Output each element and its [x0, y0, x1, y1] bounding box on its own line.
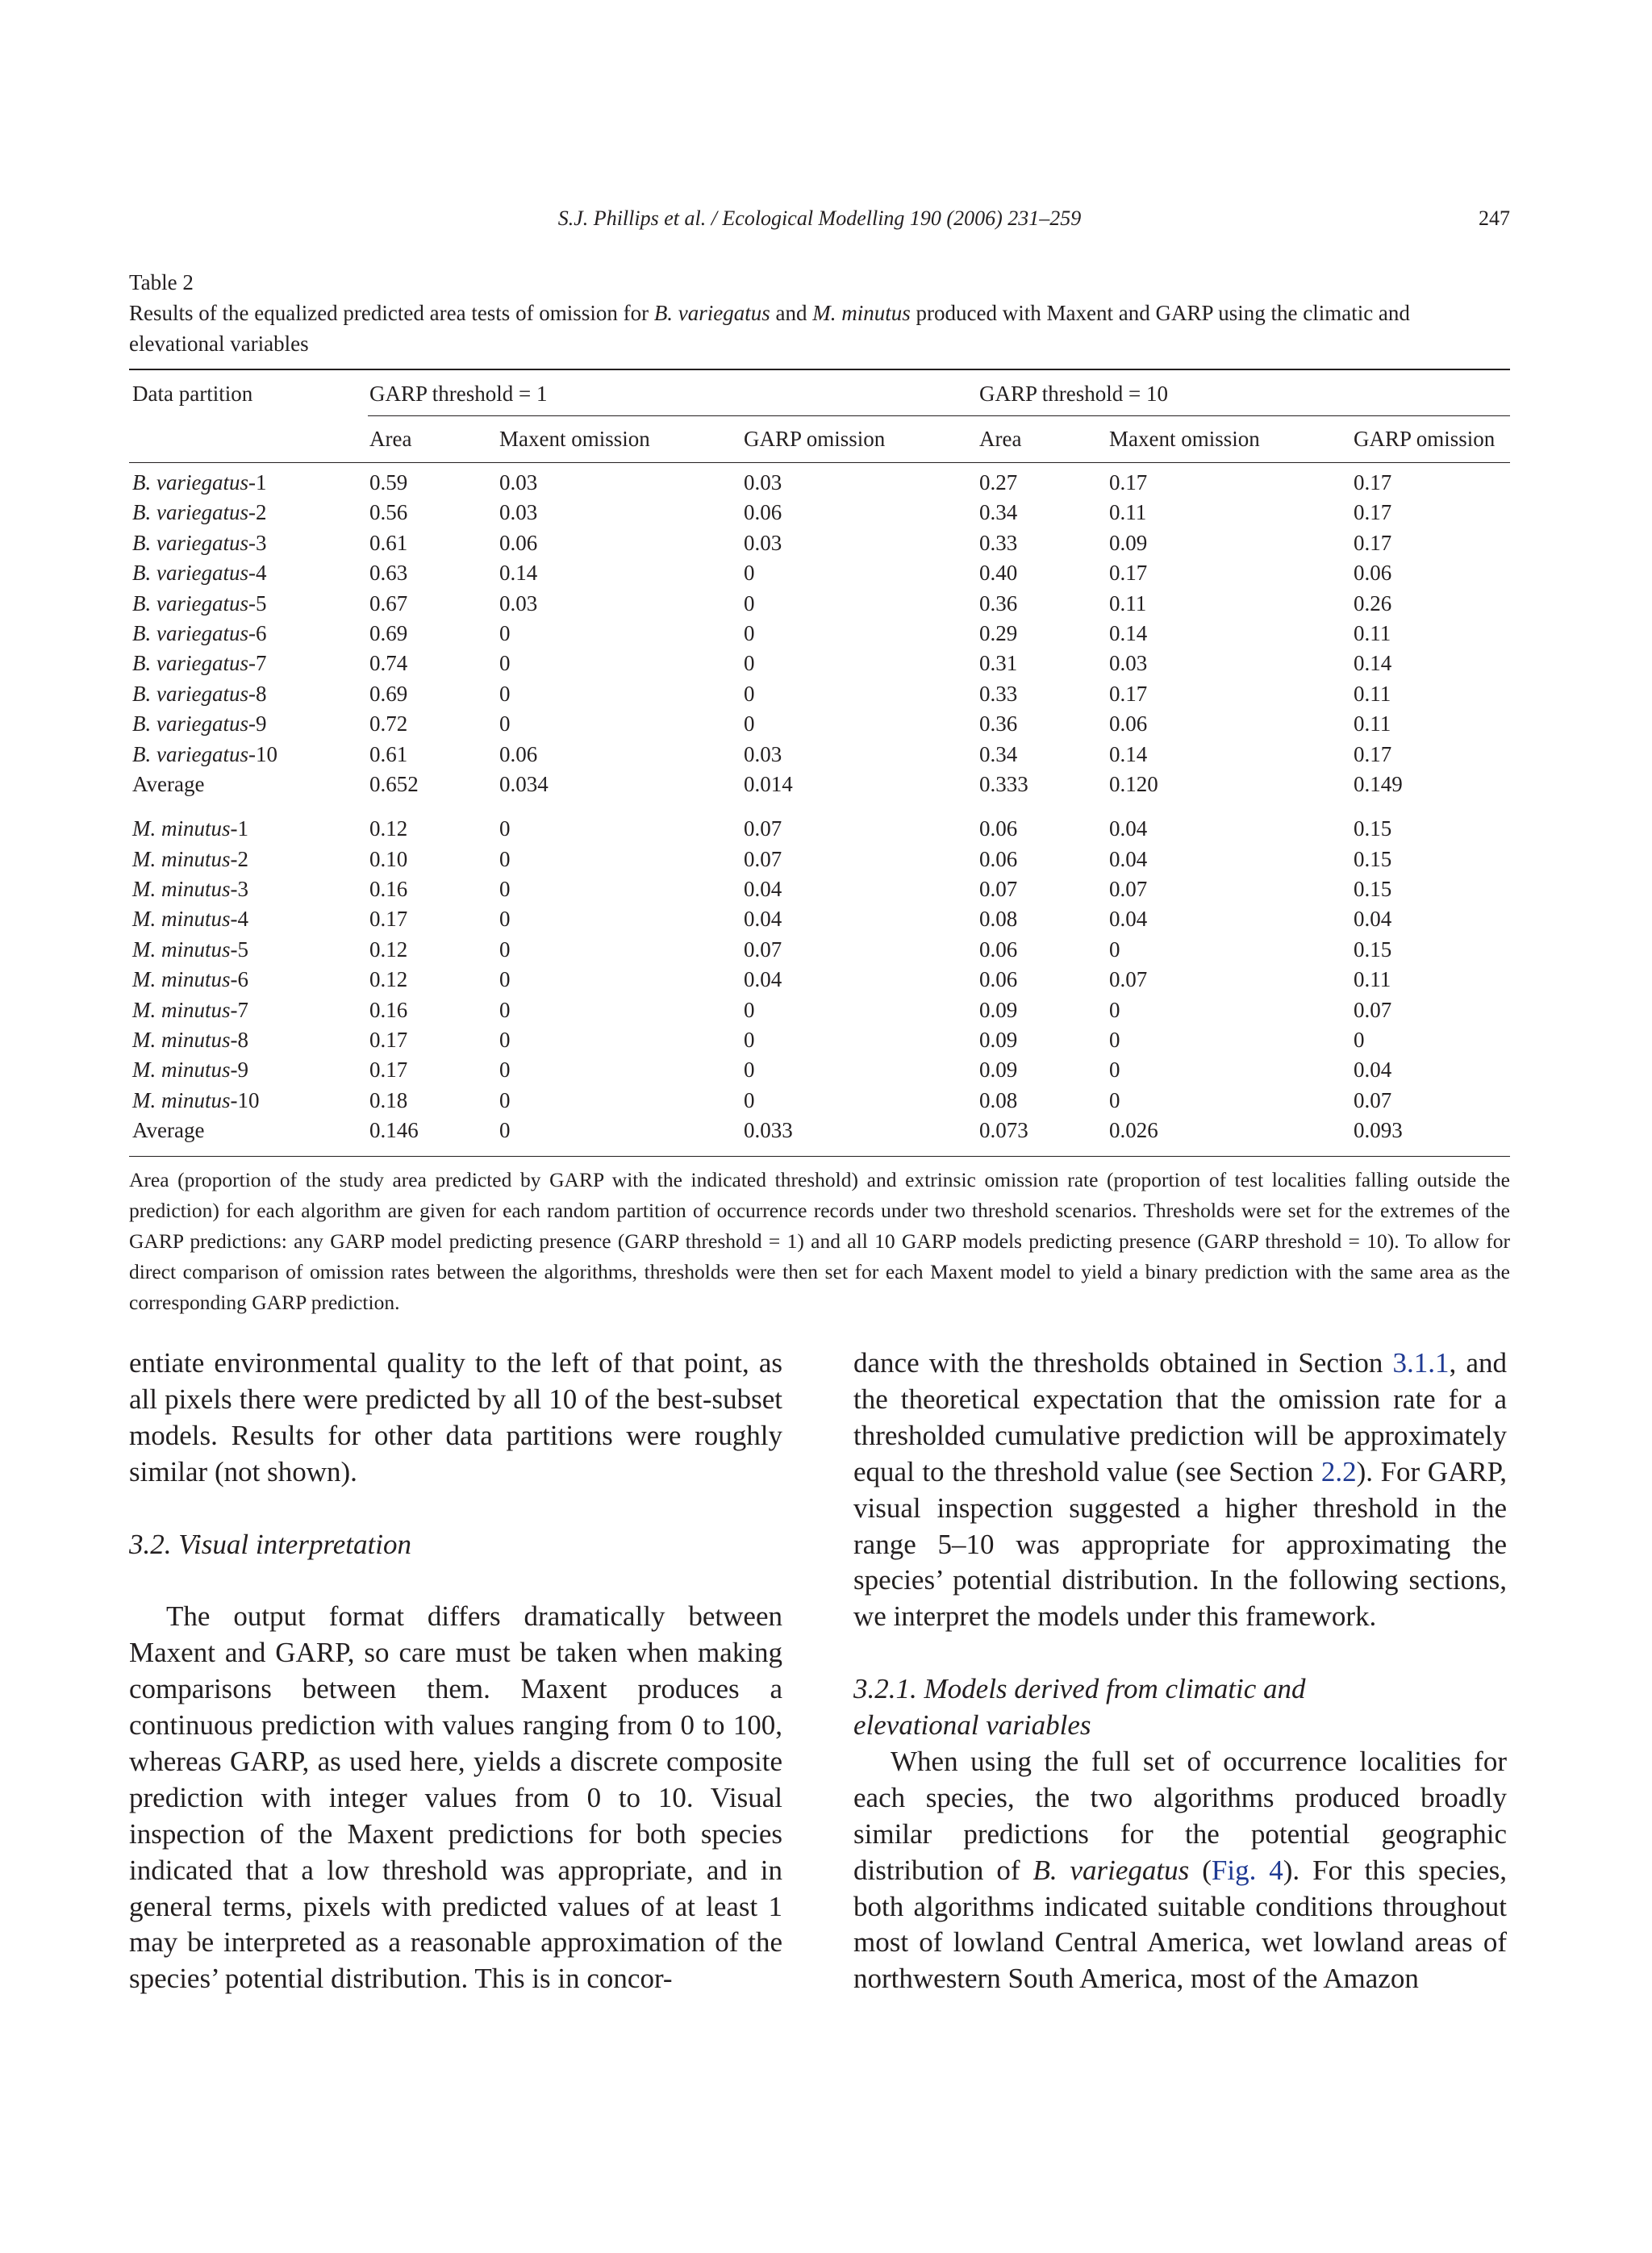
cell-area-t10: 0.29 [979, 620, 1018, 645]
cell-area-t10: 0.073 [979, 1118, 1028, 1143]
cell-data-partition [132, 470, 266, 495]
cell-maxent-omission-t10: 0 [1109, 937, 1120, 962]
paragraph-text: When using the full set of occurrence localities for each species, the two algorithms produced broadly similar predictions for the potential geographic distribution of [853, 1745, 1507, 1886]
species-name: M. minutus [132, 937, 231, 962]
cell-garp-omission-t1: 0 [744, 1058, 755, 1083]
cell-garp-omission-t1: 0.04 [744, 967, 782, 992]
cell-maxent-omission-t1: 0.03 [499, 470, 538, 494]
partition-number: -4 [230, 907, 248, 932]
subsection-heading-line: 3.2.1. Models derived from climatic and [853, 1673, 1306, 1705]
running-head [129, 207, 1510, 239]
cell-garp-omission-t10: 0.15 [1354, 846, 1392, 871]
cell-area-t1: 0.67 [369, 590, 408, 615]
cell-data-partition [132, 591, 266, 616]
cell-maxent-omission-t1: 0 [499, 816, 511, 841]
cell-data-partition: Average [132, 771, 205, 796]
table-body [129, 463, 1510, 1146]
header-maxent-omission: Maxent omission [1109, 427, 1260, 451]
cell-area-t1: 0.146 [369, 1118, 419, 1143]
cell-area-t10: 0.09 [979, 1028, 1018, 1053]
cell-garp-omission-t1: 0 [744, 681, 755, 706]
cell-maxent-omission-t10: 0.14 [1109, 741, 1148, 766]
cell-garp-omission-t10: 0.17 [1354, 470, 1392, 494]
cell-garp-omission-t1: 0 [744, 997, 755, 1022]
cell-maxent-omission-t1: 0.14 [499, 561, 538, 586]
table-row [129, 468, 1510, 498]
cell-garp-omission-t1: 0.03 [744, 530, 782, 555]
figure-link-fig-4[interactable]: Fig. 4 [1211, 1854, 1283, 1886]
cell-maxent-omission-t10: 0 [1109, 1028, 1120, 1053]
paragraph [853, 1346, 1507, 1635]
table-row [129, 589, 1510, 619]
cell-data-partition [132, 998, 248, 1023]
partition-number: -3 [248, 530, 267, 555]
table-row [129, 498, 1510, 528]
cell-maxent-omission-t10: 0.11 [1109, 500, 1147, 525]
cell-garp-omission-t10: 0.15 [1354, 937, 1392, 962]
cell-area-t10: 0.36 [979, 590, 1018, 615]
cell-garp-omission-t10: 0.06 [1354, 561, 1392, 586]
species-name: M. minutus [132, 997, 231, 1022]
cell-data-partition [132, 1028, 248, 1053]
table-header-subcolumns [129, 417, 1510, 462]
table-row [129, 1086, 1510, 1116]
cell-garp-omission-t10: 0.17 [1354, 500, 1392, 525]
cell-garp-omission-t1: 0.03 [744, 470, 782, 494]
header-garp-omission: GARP omission [1354, 427, 1496, 451]
table-row [129, 904, 1510, 934]
group-rule [978, 415, 1510, 416]
cell-garp-omission-t1: 0 [744, 561, 755, 586]
species-name: B. variegatus [132, 470, 248, 494]
table-row [129, 845, 1510, 874]
caption-species-1: B. variegatus [653, 301, 770, 325]
left-column [129, 1346, 782, 1997]
cell-area-t1: 0.10 [369, 846, 408, 871]
group-rule [368, 415, 1031, 416]
cell-maxent-omission-t10: 0.04 [1109, 816, 1148, 841]
cell-garp-omission-t1: 0.06 [744, 500, 782, 525]
species-name: B. variegatus [1032, 1854, 1190, 1886]
table-bottom-rule [129, 1156, 1510, 1157]
paragraph [853, 1744, 1507, 1997]
cell-maxent-omission-t10: 0 [1109, 997, 1120, 1022]
cell-garp-omission-t1: 0.04 [744, 877, 782, 902]
cell-garp-omission-t1: 0 [744, 1087, 755, 1112]
header-garp-omission: GARP omission [744, 427, 886, 451]
cell-garp-omission-t1: 0.033 [744, 1118, 793, 1143]
table-row [129, 965, 1510, 995]
cell-maxent-omission-t10: 0.120 [1109, 771, 1158, 796]
cell-maxent-omission-t10: 0.03 [1109, 651, 1148, 676]
cell-data-partition [132, 742, 277, 767]
right-column [853, 1346, 1507, 1997]
cell-maxent-omission-t1: 0 [499, 1058, 511, 1083]
cell-maxent-omission-t1: 0 [499, 846, 511, 871]
paragraph-text: ( [1189, 1854, 1212, 1886]
partition-number: -6 [248, 620, 267, 645]
cell-maxent-omission-t1: 0 [499, 620, 511, 645]
cell-maxent-omission-t1: 0 [499, 997, 511, 1022]
table-caption [129, 298, 1510, 359]
partition-number: -8 [248, 681, 267, 706]
table-2 [129, 267, 1510, 1318]
cell-maxent-omission-t10: 0.07 [1109, 967, 1148, 992]
cell-garp-omission-t10: 0.07 [1354, 997, 1392, 1022]
paragraph: entiate environmental quality to the left of that point, as all pixels there were predicted by all 10 of the best-subset models. Results for other data partitions were roughly similar (not shown). [129, 1347, 782, 1487]
species-name: B. variegatus [132, 681, 248, 706]
table-footnote: Area (proportion of the study area predicted by GARP with the indicated threshold) and extrinsic omission rate (proportion of test localities falling outside the prediction) for each algorithm are given for each random partition of occurrence records under two threshold scenarios. Thresholds were set for the extremes of the GARP predictions: any GARP model predicting presence (GARP threshold = 1) and all 10 GARP models predicting presence (GARP threshold = 10). To allow for direct comparison of omission rates between the algorithms, thresholds were then set for each Maxent model to yield a binary prediction with the same area as the corresponding GARP prediction. [129, 1167, 1510, 1314]
species-name: B. variegatus [132, 651, 248, 676]
cell-area-t1: 0.74 [369, 651, 408, 676]
cell-maxent-omission-t10: 0 [1109, 1058, 1120, 1083]
cell-maxent-omission-t10: 0.09 [1109, 530, 1148, 555]
cell-garp-omission-t10: 0.26 [1354, 590, 1392, 615]
species-name: M. minutus [132, 816, 231, 841]
cell-area-t1: 0.16 [369, 997, 408, 1022]
cell-area-t1: 0.12 [369, 967, 408, 992]
cell-maxent-omission-t1: 0.034 [499, 771, 549, 796]
cell-data-partition [132, 937, 248, 962]
cell-area-t10: 0.36 [979, 711, 1018, 736]
cell-garp-omission-t1: 0 [744, 1028, 755, 1053]
cell-maxent-omission-t10: 0.17 [1109, 470, 1148, 494]
cell-area-t1: 0.56 [369, 500, 408, 525]
cell-area-t10: 0.31 [979, 651, 1018, 676]
cell-data-partition [132, 651, 266, 676]
section-heading: 3.2. Visual interpretation [129, 1528, 411, 1560]
cell-maxent-omission-t1: 0 [499, 651, 511, 676]
partition-number: -1 [230, 816, 248, 841]
species-name: B. variegatus [132, 500, 248, 525]
section-link-3-1-1[interactable]: 3.1.1 [1392, 1347, 1450, 1379]
partition-number: -9 [248, 711, 267, 736]
species-name: M. minutus [132, 877, 231, 902]
species-name: B. variegatus [132, 711, 248, 736]
cell-area-t10: 0.06 [979, 967, 1018, 992]
partition-number: -8 [230, 1028, 248, 1053]
cell-maxent-omission-t10: 0 [1109, 1087, 1120, 1112]
journal-citation: S.J. Phillips et al. / Ecological Modelling 190 (2006) 231–259 [557, 207, 1082, 230]
cell-garp-omission-t1: 0.014 [744, 771, 793, 796]
cell-data-partition [132, 621, 266, 646]
species-name: M. minutus [132, 846, 231, 871]
table-row-average [129, 1116, 1510, 1145]
cell-area-t10: 0.09 [979, 997, 1018, 1022]
cell-garp-omission-t10: 0.04 [1354, 907, 1392, 932]
partition-number: -1 [248, 470, 267, 494]
partition-number: -2 [248, 500, 267, 525]
cell-garp-omission-t10: 0.15 [1354, 877, 1392, 902]
partition-number: -3 [230, 877, 248, 902]
table-row [129, 1055, 1510, 1085]
cell-area-t10: 0.34 [979, 500, 1018, 525]
table-row [129, 679, 1510, 709]
cell-garp-omission-t10: 0.11 [1354, 711, 1391, 736]
partition-number: -4 [248, 561, 267, 586]
subsection-heading-line: elevational variables [853, 1709, 1091, 1742]
header-data-partition: Data partition [132, 382, 253, 406]
paragraph-text: dance with the thresholds obtained in Section [853, 1347, 1393, 1379]
cell-garp-omission-t10: 0.04 [1354, 1058, 1392, 1083]
cell-garp-omission-t10: 0 [1354, 1028, 1365, 1053]
cell-area-t10: 0.06 [979, 846, 1018, 871]
cell-area-t1: 0.69 [369, 620, 408, 645]
species-name: M. minutus [132, 1058, 231, 1083]
cell-garp-omission-t10: 0.17 [1354, 741, 1392, 766]
partition-number: -2 [230, 846, 248, 871]
table-row [129, 935, 1510, 965]
cell-maxent-omission-t10: 0.11 [1109, 590, 1147, 615]
table-row [129, 709, 1510, 739]
header-area: Area [369, 427, 412, 451]
cell-maxent-omission-t1: 0 [499, 907, 511, 932]
cell-area-t1: 0.16 [369, 877, 408, 902]
cell-area-t1: 0.12 [369, 937, 408, 962]
cell-garp-omission-t10: 0.17 [1354, 530, 1392, 555]
partition-number: -7 [248, 651, 267, 676]
cell-data-partition [132, 907, 248, 932]
partition-number: -5 [248, 590, 267, 615]
cell-data-partition [132, 967, 248, 992]
cell-area-t1: 0.17 [369, 1028, 408, 1053]
table-label: Table 2 [129, 270, 194, 294]
cell-garp-omission-t1: 0.04 [744, 907, 782, 932]
cell-area-t1: 0.59 [369, 470, 408, 494]
cell-data-partition [132, 1088, 260, 1113]
cell-data-partition [132, 500, 266, 525]
species-name: B. variegatus [132, 590, 248, 615]
cell-maxent-omission-t10: 0.14 [1109, 620, 1148, 645]
cell-area-t10: 0.08 [979, 1087, 1018, 1112]
paragraph: The output format differs dramatically between Maxent and GARP, so care must be taken when making comparisons between them. Maxent produces a continuous prediction with values ranging from 0 to 100, whereas GARP, as used here, yields a discrete composite prediction with integer values from 0 to 10. Visual inspection of the Maxent predictions for both species indicated that a low threshold was appropriate, and in general terms, pixels with predicted values of at least 1 may be interpreted as a reasonable approximation of the species’ potential distribution. This is in concor- [129, 1600, 782, 1995]
partition-number: -7 [230, 997, 248, 1022]
cell-maxent-omission-t1: 0.03 [499, 500, 538, 525]
cell-garp-omission-t10: 0.11 [1354, 967, 1391, 992]
cell-data-partition [132, 877, 248, 902]
table-row [129, 740, 1510, 770]
cell-area-t1: 0.652 [369, 771, 419, 796]
cell-data-partition [132, 711, 266, 736]
cell-maxent-omission-t1: 0.03 [499, 590, 538, 615]
species-name: M. minutus [132, 1028, 231, 1053]
cell-area-t1: 0.69 [369, 681, 408, 706]
cell-maxent-omission-t10: 0.026 [1109, 1118, 1158, 1143]
cell-area-t1: 0.18 [369, 1087, 408, 1112]
table-row [129, 528, 1510, 558]
cell-maxent-omission-t10: 0.17 [1109, 561, 1148, 586]
cell-maxent-omission-t1: 0.06 [499, 530, 538, 555]
paragraph-text: , and the theoretical expectation that the omission rate for a thresholded cumulative prediction will be approximately equal to the threshold value (see Section [853, 1347, 1507, 1487]
cell-garp-omission-t1: 0.07 [744, 846, 782, 871]
cell-data-partition [132, 682, 266, 707]
species-name: B. variegatus [132, 620, 248, 645]
cell-garp-omission-t10: 0.11 [1354, 681, 1391, 706]
table-row-average [129, 770, 1510, 799]
subsection-heading [853, 1671, 1507, 1744]
cell-data-partition [132, 561, 266, 586]
cell-area-t10: 0.08 [979, 907, 1018, 932]
table-row [129, 619, 1510, 649]
cell-area-t10: 0.33 [979, 681, 1018, 706]
page-number: 247 [1479, 207, 1510, 230]
cell-data-partition [132, 847, 248, 872]
cell-maxent-omission-t10: 0.07 [1109, 877, 1148, 902]
cell-maxent-omission-t1: 0 [499, 681, 511, 706]
cell-maxent-omission-t10: 0.06 [1109, 711, 1148, 736]
partition-number: -9 [230, 1058, 248, 1083]
cell-maxent-omission-t10: 0.17 [1109, 681, 1148, 706]
cell-maxent-omission-t1: 0 [499, 877, 511, 902]
cell-maxent-omission-t10: 0.04 [1109, 846, 1148, 871]
cell-maxent-omission-t1: 0.06 [499, 741, 538, 766]
cell-area-t1: 0.72 [369, 711, 408, 736]
cell-area-t1: 0.17 [369, 907, 408, 932]
table-header-groups [129, 370, 1510, 417]
species-name: M. minutus [132, 1087, 231, 1112]
species-name: B. variegatus [132, 741, 248, 766]
cell-area-t10: 0.06 [979, 937, 1018, 962]
partition-number: -5 [230, 937, 248, 962]
paragraph-text: ). For GARP, visual inspection suggested a higher threshold in the range 5–10 was appropriate for approximating the species’ potential distribution. In the following sections, we interpret the models under this framework. [853, 1455, 1507, 1633]
cell-area-t1: 0.63 [369, 561, 408, 586]
header-group-threshold-1: GARP threshold = 1 [369, 382, 548, 406]
cell-area-t10: 0.33 [979, 530, 1018, 555]
species-name: B. variegatus [132, 561, 248, 586]
cell-garp-omission-t10: 0.11 [1354, 620, 1391, 645]
cell-data-partition [132, 1058, 248, 1083]
cell-garp-omission-t10: 0.07 [1354, 1087, 1392, 1112]
cell-area-t1: 0.61 [369, 741, 408, 766]
cell-data-partition [132, 531, 266, 556]
cell-area-t10: 0.333 [979, 771, 1028, 796]
paragraph-text: ). For this species, both algorithms indicated suitable conditions throughout most of lowland Central America, wet lowland areas of northwestern South America, most of the Amazon [853, 1854, 1507, 1995]
caption-text: produced with Maxent and GARP using the climatic and elevational variables [129, 301, 1410, 356]
species-name: B. variegatus [132, 530, 248, 555]
species-name: M. minutus [132, 907, 231, 932]
cell-data-partition [132, 816, 248, 841]
cell-area-t10: 0.34 [979, 741, 1018, 766]
header-group-threshold-10: GARP threshold = 10 [979, 382, 1168, 406]
cell-area-t10: 0.27 [979, 470, 1018, 494]
table-row [129, 814, 1510, 844]
table-row [129, 558, 1510, 588]
cell-garp-omission-t1: 0 [744, 620, 755, 645]
cell-maxent-omission-t1: 0 [499, 937, 511, 962]
header-maxent-omission: Maxent omission [499, 427, 650, 451]
caption-text: Results of the equalized predicted area tests of omission for [129, 301, 654, 325]
cell-maxent-omission-t1: 0 [499, 1118, 511, 1143]
table-row [129, 874, 1510, 904]
cell-garp-omission-t1: 0 [744, 651, 755, 676]
table-row [129, 649, 1510, 678]
header-area: Area [979, 427, 1022, 451]
cell-garp-omission-t10: 0.15 [1354, 816, 1392, 841]
section-link-2-2[interactable]: 2.2 [1320, 1455, 1357, 1487]
cell-garp-omission-t1: 0 [744, 711, 755, 736]
cell-maxent-omission-t1: 0 [499, 711, 511, 736]
table-row [129, 1025, 1510, 1055]
cell-garp-omission-t1: 0.07 [744, 816, 782, 841]
cell-maxent-omission-t1: 0 [499, 1087, 511, 1112]
cell-garp-omission-t1: 0 [744, 590, 755, 615]
cell-garp-omission-t1: 0.03 [744, 741, 782, 766]
cell-area-t10: 0.09 [979, 1058, 1018, 1083]
cell-garp-omission-t10: 0.14 [1354, 651, 1392, 676]
cell-maxent-omission-t1: 0 [499, 1028, 511, 1053]
cell-area-t1: 0.12 [369, 816, 408, 841]
cell-maxent-omission-t10: 0.04 [1109, 907, 1148, 932]
caption-text: and [770, 301, 813, 325]
partition-number: -10 [230, 1087, 260, 1112]
cell-garp-omission-t10: 0.149 [1354, 771, 1403, 796]
cell-area-t10: 0.06 [979, 816, 1018, 841]
cell-area-t1: 0.17 [369, 1058, 408, 1083]
table-row [129, 995, 1510, 1025]
caption-species-2: M. minutus [812, 301, 911, 325]
cell-data-partition: Average [132, 1118, 205, 1143]
cell-garp-omission-t1: 0.07 [744, 937, 782, 962]
cell-area-t10: 0.40 [979, 561, 1018, 586]
partition-number: -10 [248, 741, 277, 766]
partition-number: -6 [230, 967, 248, 992]
cell-maxent-omission-t1: 0 [499, 967, 511, 992]
cell-area-t10: 0.07 [979, 877, 1018, 902]
cell-garp-omission-t10: 0.093 [1354, 1118, 1403, 1143]
cell-area-t1: 0.61 [369, 530, 408, 555]
species-name: M. minutus [132, 967, 231, 992]
